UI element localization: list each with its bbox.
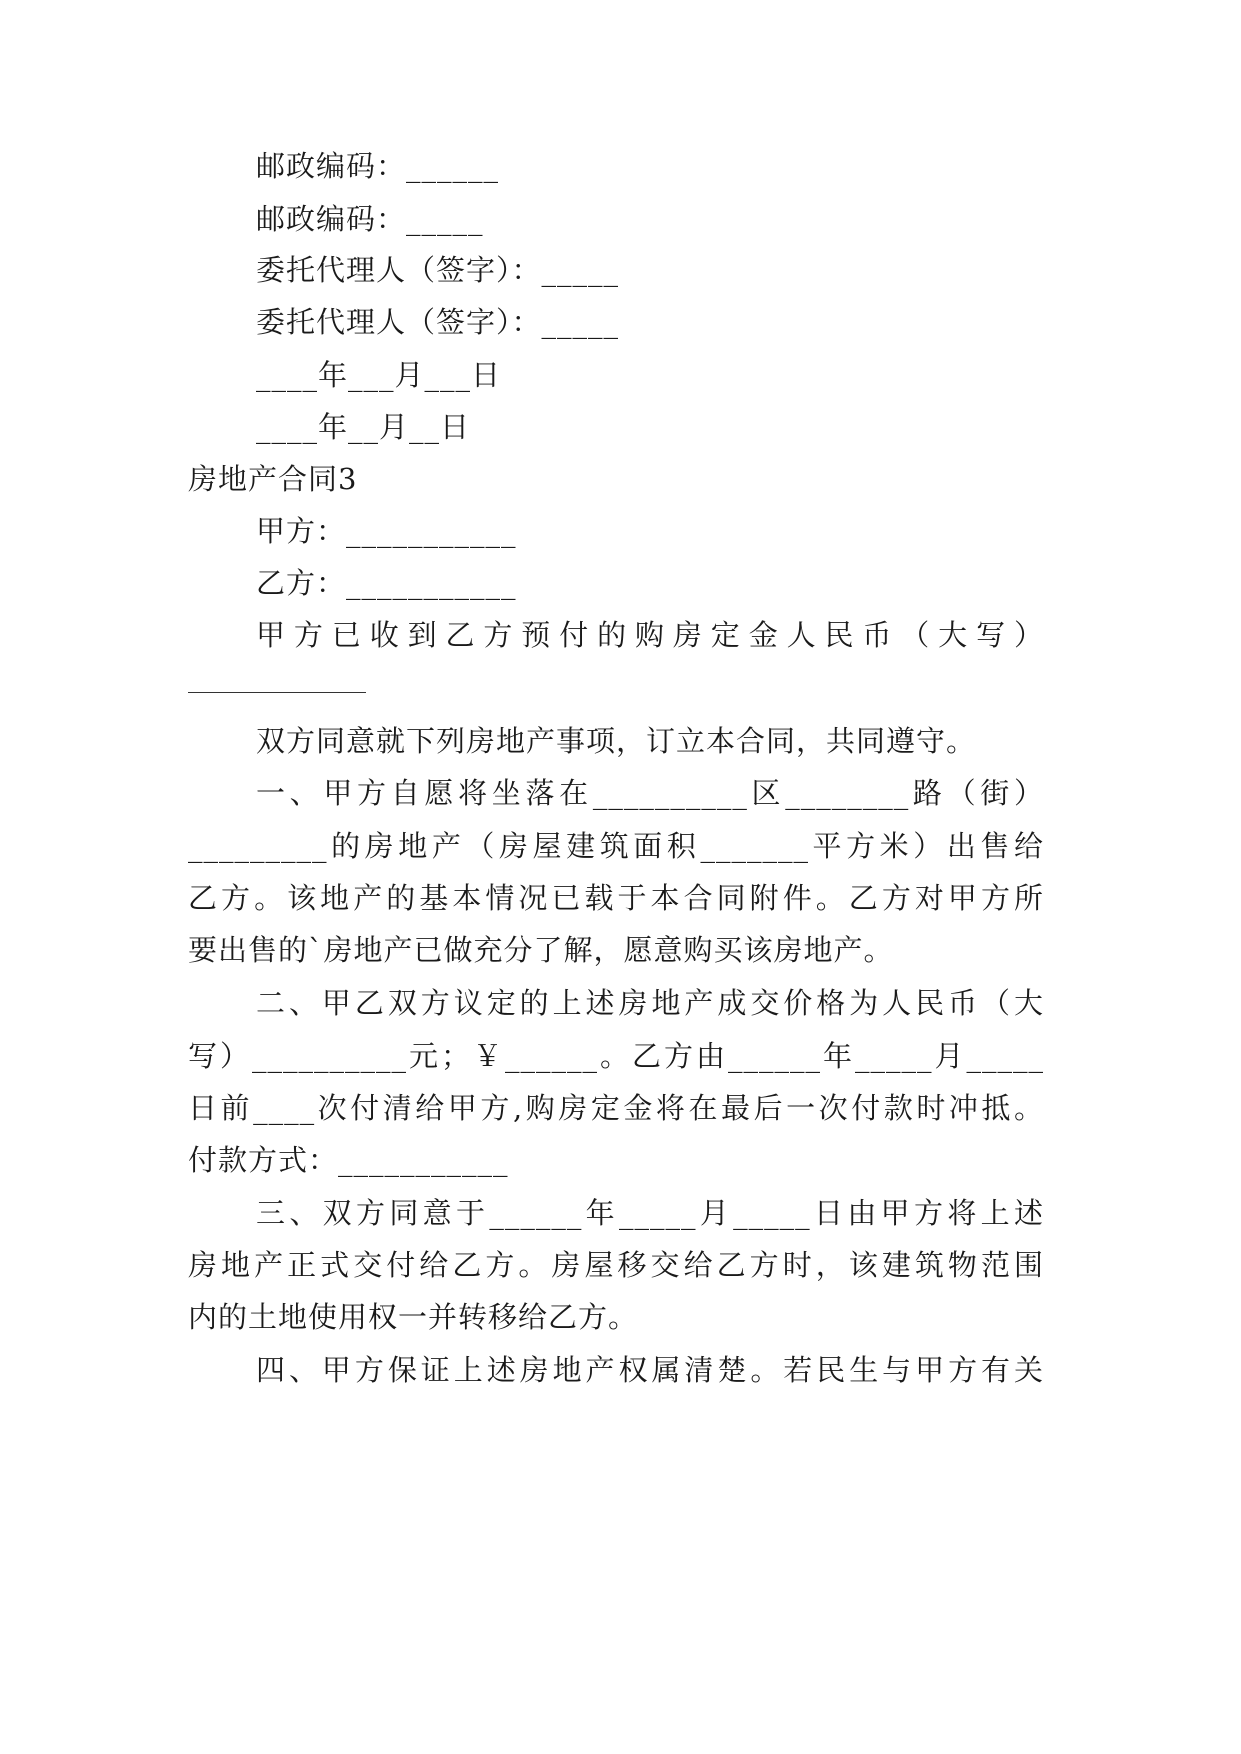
deposit-paragraph: 甲方已收到乙方预付的购房定金人民币（大写） [256, 618, 1044, 652]
clause-3-line-3: 内的土地使用权一并转移给乙方。 [188, 1300, 639, 1334]
agreement-line: 双方同意就下列房地产事项，订立本合同，共同遵守。 [256, 724, 977, 758]
party-a-line: 甲方：___________ [256, 514, 517, 548]
clause-3-line-1: 三、双方同意于______年_____月_____日由甲方将上述 [256, 1196, 1044, 1230]
postal-code-line-1: 邮政编码：______ [256, 149, 500, 183]
clause-1-line-2: _________的房地产（房屋建筑面积_______平方米）出售给 [188, 829, 1044, 863]
date-line-2: ____年__月__日 [256, 410, 471, 444]
clause-2-line-4: 付款方式：___________ [188, 1143, 509, 1177]
agent-signature-line-1: 委托代理人（签字）：_____ [256, 253, 620, 287]
clause-1-line-3: 乙方。该地产的基本情况已载于本合同附件。乙方对甲方所 [188, 881, 1044, 915]
agent-signature-line-2: 委托代理人（签字）：_____ [256, 305, 620, 339]
clause-1-line-4: 要出售的`房地产已做充分了解，愿意购买该房地产。 [188, 933, 894, 967]
clause-2-line-3: 日前____次付清给甲方,购房定金将在最后一次付款时冲抵。 [188, 1091, 1044, 1125]
clause-2-line-1: 二、甲乙双方议定的上述房地产成交价格为人民币（大 [256, 986, 1044, 1020]
clause-3-line-2: 房地产正式交付给乙方。房屋移交给乙方时，该建筑物范围 [188, 1248, 1044, 1282]
clause-2-line-2: 写）__________元；￥______。乙方由______年_____月_____ [188, 1039, 1044, 1073]
deposit-blank-rule [188, 692, 366, 693]
party-b-line: 乙方：___________ [256, 566, 517, 600]
clause-1-line-1: 一、甲方自愿将坐落在__________区________路（街） [256, 776, 1044, 810]
contract-heading: 房地产合同3 [188, 462, 358, 496]
clause-4-line-1: 四、甲方保证上述房地产权属清楚。若民生与甲方有关 [256, 1353, 1044, 1387]
postal-code-line-2: 邮政编码：_____ [256, 202, 484, 236]
date-line-1: ____年___月___日 [256, 358, 502, 392]
